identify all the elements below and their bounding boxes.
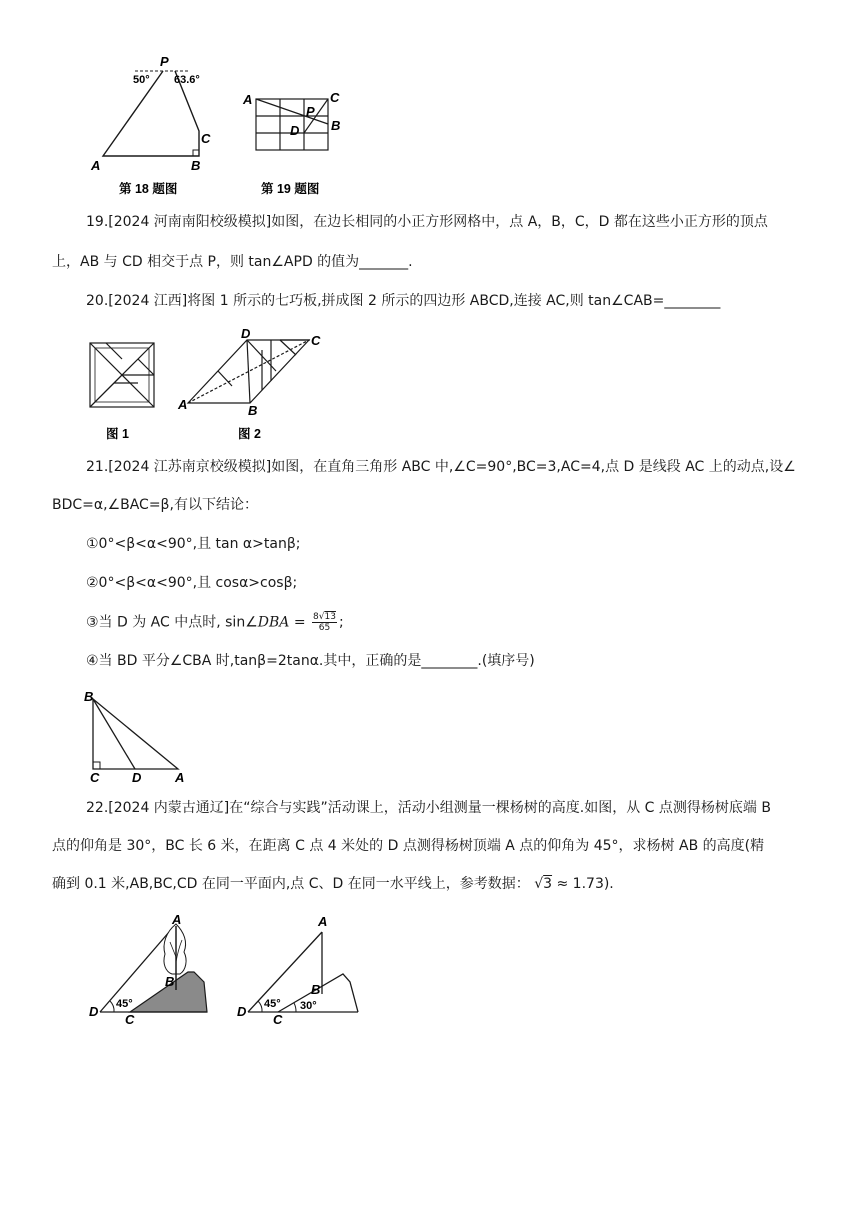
label-C: C xyxy=(330,90,340,105)
figure-20-2 xyxy=(176,328,326,443)
figure-22a xyxy=(80,912,215,1027)
angle-45: 45° xyxy=(264,998,281,1010)
label-D: D xyxy=(290,123,300,138)
label-B: B xyxy=(84,689,94,704)
q22-line3-pre: 确到 0.1 米,AB,BC,CD 在同一平面内,点 C、D 在同一水平线上，参考数据： √ xyxy=(52,876,544,892)
angle-50: 50° xyxy=(133,74,150,86)
fraction-numerator: 8√13 xyxy=(313,612,336,622)
label-D: D xyxy=(132,770,142,785)
caption-18: 第 18 题图 xyxy=(119,182,178,196)
q20-line1: 20.[2024 江西]将图 1 所示的七巧板,拼成图 2 所示的四边形 ABCD,连接 AC,则 tan∠CAB=________ xyxy=(86,293,721,309)
q22-line3 xyxy=(52,874,614,894)
figure-19 xyxy=(240,80,360,205)
fraction-denominator: 65 xyxy=(318,623,331,633)
q19-line2: 上，AB 与 CD 相交于点 P，则 tan∠APD 的值为_______. xyxy=(52,254,413,270)
label-C: C xyxy=(125,1012,135,1027)
figure-20-1 xyxy=(84,338,164,448)
label-B: B xyxy=(191,158,201,173)
caption-fig1: 图 1 xyxy=(106,427,129,441)
label-A: A xyxy=(175,770,185,785)
q21-item2: ②0°<β<α<90°,且 cosα>cosβ; xyxy=(86,575,298,591)
q21-item3-eq: = xyxy=(289,614,311,631)
label-P: P xyxy=(160,55,169,69)
label-D: D xyxy=(237,1004,247,1019)
q21-item3-var: DBA xyxy=(257,614,290,631)
figure-21 xyxy=(80,688,200,788)
label-C: C xyxy=(90,770,100,785)
angle-63-6: 63.6° xyxy=(174,74,200,86)
q22-line3-post: ≈ 1.73). xyxy=(552,876,614,892)
q22-line1: 22.[2024 内蒙古通辽]在“综合与实践”活动课上，活动小组测量一棵杨树的高度.如图，从 C 点测得杨树底端 B xyxy=(86,800,771,816)
label-C: C xyxy=(273,1012,283,1027)
label-D: D xyxy=(241,328,251,341)
numerator-coef: 8 xyxy=(313,612,319,622)
label-B: B xyxy=(311,982,321,997)
q21-line1: 21.[2024 江苏南京校级模拟]如图，在直角三角形 ABC 中,∠C=90°,BC=3,AC=4,点 D 是线段 AC 上的动点,设∠ xyxy=(86,459,796,475)
q21-item4: ④当 BD 平分∠CBA 时,tanβ=2tanα.其中，正确的是________.(填序号) xyxy=(86,653,535,669)
label-B: B xyxy=(248,403,258,418)
label-A: A xyxy=(318,914,328,929)
label-B: B xyxy=(165,974,175,989)
label-A: A xyxy=(172,912,182,927)
figure-22b xyxy=(228,912,363,1027)
label-C: C xyxy=(201,131,211,146)
numerator-radicand: 13 xyxy=(324,612,336,622)
label-P: P xyxy=(306,104,315,119)
label-A: A xyxy=(178,397,188,412)
q19-line1: 19.[2024 河南南阳校级模拟]如图，在边长相同的小正方形网格中，点 A，B，C，D 都在这些小正方形的顶点 xyxy=(86,214,768,230)
caption-19: 第 19 题图 xyxy=(261,182,320,196)
figure-18 xyxy=(80,55,220,205)
label-A: A xyxy=(91,158,101,173)
label-A: A xyxy=(243,92,253,107)
q21-line2: BDC=α,∠BAC=β,有以下结论： xyxy=(52,497,258,513)
caption-fig2: 图 2 xyxy=(238,427,261,441)
label-D: D xyxy=(89,1004,99,1019)
q21-item1: ①0°<β<α<90°,且 tan α>tanβ; xyxy=(86,536,301,552)
q21-item3-pre: ③当 D 为 AC 中点时, sin∠ xyxy=(86,614,258,631)
label-C: C xyxy=(311,333,321,348)
q21-item3 xyxy=(86,612,344,633)
q22-line2: 点的仰角是 30°，BC 长 6 米，在距离 C 点 4 米处的 D 点测得杨树顶端 A 点的仰角为 45°，求杨树 AB 的高度(精 xyxy=(52,838,765,854)
q22-radicand: 3 xyxy=(543,876,553,892)
fraction xyxy=(312,612,337,633)
label-B: B xyxy=(331,118,341,133)
q21-item3-post: ; xyxy=(338,614,344,631)
angle-30: 30° xyxy=(300,1000,317,1012)
angle-45: 45° xyxy=(116,998,133,1010)
